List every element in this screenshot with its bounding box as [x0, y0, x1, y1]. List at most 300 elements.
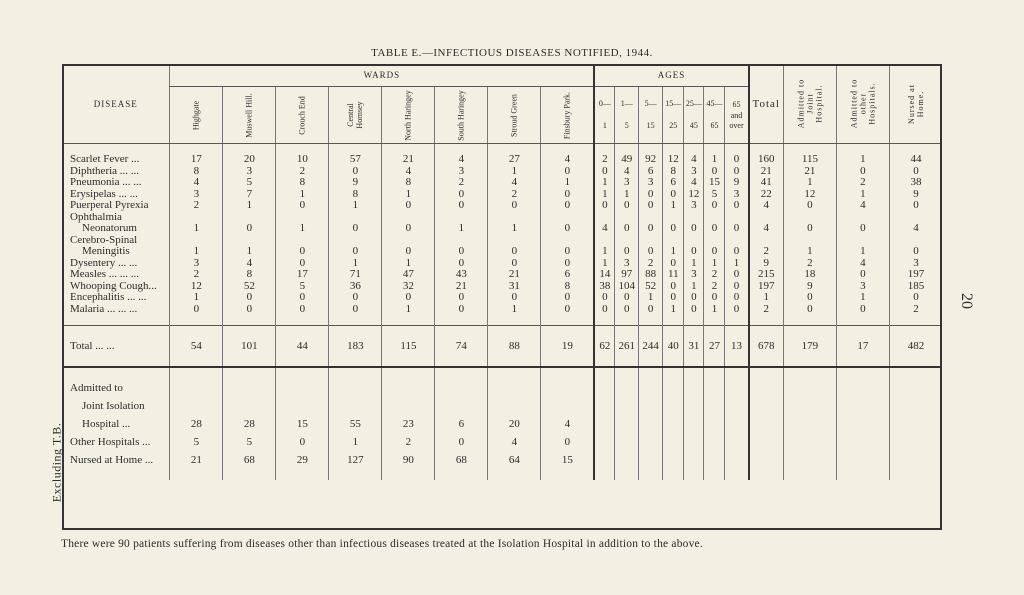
- table-cell: 2: [488, 189, 541, 201]
- table-row: [62, 448, 942, 466]
- table-cell: 0: [594, 166, 615, 178]
- table-cell: 244: [638, 326, 662, 368]
- table-cell: 55: [329, 412, 382, 430]
- table-cell: 18: [783, 269, 836, 281]
- ward-header: Stroud Green: [488, 87, 541, 144]
- table-cell: 0: [382, 200, 435, 212]
- table-cell: 1: [704, 258, 725, 270]
- table-cell: 0: [435, 200, 488, 212]
- table-cell: 4: [541, 412, 595, 430]
- table-cell: 127: [329, 448, 382, 466]
- wards-header: WARDS: [170, 64, 595, 87]
- table-cell: 1: [594, 246, 615, 258]
- table-cell: 1: [382, 304, 435, 316]
- table-cell: 179: [783, 326, 836, 368]
- table-cell: [704, 448, 725, 466]
- table-cell: [725, 412, 749, 430]
- table-row: [62, 154, 942, 166]
- table-cell: 0: [488, 292, 541, 304]
- table-cell: 6: [638, 166, 662, 178]
- table-cell: 0: [276, 292, 329, 304]
- table-cell: 0: [329, 223, 382, 235]
- table-cell: [663, 430, 684, 448]
- table-cell: 0: [783, 304, 836, 316]
- table-cell: 0: [329, 166, 382, 178]
- table-cell: 27: [488, 154, 541, 166]
- table-cell: 0: [783, 292, 836, 304]
- table-cell: 2: [783, 258, 836, 270]
- table-cell: 0: [725, 223, 749, 235]
- table-cell: [684, 412, 704, 430]
- table-cell: 13: [725, 326, 749, 368]
- table-cell: 2: [889, 304, 942, 316]
- table-cell: 74: [435, 326, 488, 368]
- table-cell: 0: [889, 166, 942, 178]
- table-cell: 0: [435, 189, 488, 201]
- table-cell: 0: [783, 223, 836, 235]
- table-cell: 261: [615, 326, 639, 368]
- table-cell: 3: [638, 177, 662, 189]
- disease-name: Pneumonia ... ...: [70, 176, 142, 188]
- table-cell: 0: [725, 154, 749, 166]
- table-cell: 44: [889, 154, 942, 166]
- table-cell: [615, 394, 639, 412]
- footnote: There were 90 patients suffering from diseases other than infectious diseases treated at the Isolation Hospital in addition to the above.: [61, 538, 703, 550]
- table-cell: 5: [170, 430, 223, 448]
- table-cell: 0: [684, 292, 704, 304]
- table-cell: 21: [435, 281, 488, 293]
- table-cell: [488, 394, 541, 412]
- table-cell: 1: [276, 223, 329, 235]
- table-cell: 104: [615, 281, 639, 293]
- table-cell: 2: [435, 177, 488, 189]
- table-cell: 197: [749, 281, 784, 293]
- table-cell: 1: [594, 189, 615, 201]
- table-cell: 1: [276, 189, 329, 201]
- table-cell: 4: [541, 154, 595, 166]
- table-cell: [170, 376, 223, 394]
- table-cell: 31: [684, 326, 704, 368]
- age-header: 1— 5: [615, 87, 639, 144]
- table-cell: 21: [170, 448, 223, 466]
- table-cell: [836, 376, 889, 394]
- table-cell: 4: [488, 430, 541, 448]
- table-cell: 64: [488, 448, 541, 466]
- table-cell: 0: [541, 430, 595, 448]
- table-cell: [594, 448, 615, 466]
- table-cell: [684, 394, 704, 412]
- table-cell: 0: [435, 258, 488, 270]
- table-cell: 3: [435, 166, 488, 178]
- table-cell: 1: [382, 258, 435, 270]
- table-cell: 23: [382, 412, 435, 430]
- table-cell: 0: [541, 304, 595, 316]
- table-cell: 0: [223, 304, 276, 316]
- table-cell: 1: [663, 304, 684, 316]
- table-cell: 0: [704, 200, 725, 212]
- table-cell: 0: [276, 258, 329, 270]
- table-cell: 3: [615, 177, 639, 189]
- table-cell: [615, 430, 639, 448]
- table-cell: [615, 376, 639, 394]
- table-cell: 49: [615, 154, 639, 166]
- table-cell: 0: [663, 223, 684, 235]
- table-cell: 2: [594, 154, 615, 166]
- table-cell: 0: [488, 246, 541, 258]
- table-cell: 0: [329, 304, 382, 316]
- table-cell: 0: [382, 223, 435, 235]
- table-cell: 2: [276, 166, 329, 178]
- ward-header: Crouch End: [276, 87, 329, 144]
- table-cell: 160: [749, 154, 784, 166]
- table-cell: 4: [170, 177, 223, 189]
- table-cell: 1: [594, 258, 615, 270]
- table-cell: 11: [663, 269, 684, 281]
- table-cell: 0: [638, 189, 662, 201]
- ward-header: North Haringey: [382, 87, 435, 144]
- table-cell: 54: [170, 326, 223, 368]
- table-cell: 2: [170, 200, 223, 212]
- table-cell: 4: [223, 258, 276, 270]
- table-cell: 88: [488, 326, 541, 368]
- table-cell: 1: [725, 258, 749, 270]
- table-cell: 0: [836, 166, 889, 178]
- table-cell: [638, 448, 662, 466]
- table-cell: 6: [435, 412, 488, 430]
- table-cell: [663, 394, 684, 412]
- table-cell: 0: [594, 200, 615, 212]
- table-cell: 0: [276, 304, 329, 316]
- side-label: Excluding T.B.: [49, 422, 64, 503]
- table-cell: [836, 448, 889, 466]
- table-cell: 0: [725, 304, 749, 316]
- table-cell: 0: [725, 200, 749, 212]
- admitted-other-header: Admitted to other Hospitals.: [836, 64, 889, 144]
- table-cell: 1: [836, 246, 889, 258]
- table-cell: 0: [382, 292, 435, 304]
- table-cell: 0: [684, 246, 704, 258]
- table-cell: [663, 376, 684, 394]
- table-cell: [223, 376, 276, 394]
- table-cell: 0: [663, 258, 684, 270]
- table-cell: 1: [329, 258, 382, 270]
- table-cell: [783, 430, 836, 448]
- table-cell: [725, 448, 749, 466]
- table-row: [62, 304, 942, 316]
- table-cell: 183: [329, 326, 382, 368]
- table-cell: 2: [704, 269, 725, 281]
- table-cell: 0: [541, 258, 595, 270]
- table-cell: 0: [223, 223, 276, 235]
- table-cell: 1: [541, 177, 595, 189]
- table-cell: 0: [329, 246, 382, 258]
- table-cell: 8: [170, 166, 223, 178]
- table-cell: 1: [170, 292, 223, 304]
- table-cell: [615, 448, 639, 466]
- table-cell: [276, 376, 329, 394]
- table-cell: 0: [541, 292, 595, 304]
- table-cell: 0: [725, 281, 749, 293]
- table-cell: 6: [541, 269, 595, 281]
- table-cell: 0: [725, 292, 749, 304]
- table-row: [62, 292, 942, 304]
- table-cell: 12: [170, 281, 223, 293]
- table-cell: [329, 376, 382, 394]
- age-header: 65 and over: [725, 87, 749, 144]
- table-cell: 0: [541, 200, 595, 212]
- table-cell: 0: [725, 269, 749, 281]
- table-cell: [541, 394, 595, 412]
- table-cell: [783, 394, 836, 412]
- table-cell: 0: [435, 430, 488, 448]
- age-header: 5— 15: [638, 87, 662, 144]
- disease-name: Joint Isolation: [82, 400, 145, 412]
- table-cell: 1: [663, 246, 684, 258]
- table-cell: 3: [836, 281, 889, 293]
- table-cell: 3: [223, 166, 276, 178]
- table-cell: [749, 448, 784, 466]
- table-cell: 17: [836, 326, 889, 368]
- table-cell: 17: [276, 269, 329, 281]
- table-row: [62, 246, 942, 258]
- table-cell: 1: [684, 281, 704, 293]
- table-cell: 5: [223, 430, 276, 448]
- table-cell: [615, 412, 639, 430]
- table-cell: 21: [382, 154, 435, 166]
- table-cell: [594, 394, 615, 412]
- table-cell: 482: [889, 326, 942, 368]
- table-cell: 0: [684, 304, 704, 316]
- table-cell: 9: [329, 177, 382, 189]
- table-cell: 1: [329, 430, 382, 448]
- table-cell: 0: [704, 166, 725, 178]
- table-cell: 68: [223, 448, 276, 466]
- table-cell: 4: [488, 177, 541, 189]
- table-title: TABLE E.—INFECTIOUS DISEASES NOTIFIED, 1944.: [371, 47, 653, 59]
- table-cell: 8: [663, 166, 684, 178]
- table-cell: [889, 376, 942, 394]
- table-cell: 8: [276, 177, 329, 189]
- table-cell: 5: [223, 177, 276, 189]
- table-cell: 0: [488, 258, 541, 270]
- table-cell: 0: [663, 189, 684, 201]
- table-cell: 101: [223, 326, 276, 368]
- table-cell: 1: [749, 292, 784, 304]
- table-cell: 28: [223, 412, 276, 430]
- ward-header: Finsbury Park.: [541, 87, 595, 144]
- table-cell: [638, 394, 662, 412]
- table-cell: 3: [889, 258, 942, 270]
- disease-name: Whooping Cough...: [70, 279, 157, 292]
- table-cell: 0: [889, 200, 942, 212]
- table-row: [62, 269, 942, 281]
- age-header: 25— 45: [684, 87, 704, 144]
- table-cell: 0: [638, 246, 662, 258]
- table-cell: 20: [488, 412, 541, 430]
- disease-name: Other Hospitals ...: [70, 436, 151, 448]
- table-cell: 9: [783, 281, 836, 293]
- disease-name: Encephalitis ... ...: [70, 291, 147, 303]
- table-cell: 0: [615, 200, 639, 212]
- table-cell: [435, 376, 488, 394]
- table-cell: 0: [329, 292, 382, 304]
- table-cell: [725, 430, 749, 448]
- table-row: [62, 326, 942, 368]
- table-cell: 0: [684, 223, 704, 235]
- table-cell: 3: [684, 269, 704, 281]
- table-cell: 0: [704, 223, 725, 235]
- table-cell: [638, 412, 662, 430]
- table-cell: 1: [488, 166, 541, 178]
- disease-name: Meningitis: [82, 245, 130, 257]
- table-cell: 0: [638, 223, 662, 235]
- infectious-diseases-table: [62, 64, 942, 480]
- table-cell: 21: [749, 166, 784, 178]
- table-cell: 197: [889, 269, 942, 281]
- table-cell: [783, 448, 836, 466]
- table-cell: [276, 394, 329, 412]
- table-cell: [889, 394, 942, 412]
- ward-header: South Haringey: [435, 87, 488, 144]
- table-cell: 4: [615, 166, 639, 178]
- table-cell: 0: [638, 200, 662, 212]
- table-cell: [749, 430, 784, 448]
- table-cell: 0: [704, 246, 725, 258]
- table-cell: 0: [663, 281, 684, 293]
- disease-name: Nursed at Home ...: [70, 454, 154, 466]
- table-cell: 3: [725, 189, 749, 201]
- table-cell: 1: [329, 200, 382, 212]
- table-cell: [638, 376, 662, 394]
- table-cell: 0: [276, 200, 329, 212]
- table-cell: 0: [541, 246, 595, 258]
- table-cell: 21: [488, 269, 541, 281]
- table-cell: 4: [382, 166, 435, 178]
- table-cell: 21: [783, 166, 836, 178]
- table-cell: 1: [382, 189, 435, 201]
- table-cell: [889, 448, 942, 466]
- table-cell: [684, 376, 704, 394]
- ages-header: AGES: [594, 64, 748, 87]
- table-cell: [382, 376, 435, 394]
- table-cell: [836, 412, 889, 430]
- total-header: Total: [749, 64, 784, 144]
- table-cell: 1: [488, 223, 541, 235]
- table-cell: [836, 394, 889, 412]
- table-cell: 0: [615, 246, 639, 258]
- table-cell: 0: [725, 246, 749, 258]
- table-cell: 17: [170, 154, 223, 166]
- table-cell: 6: [663, 177, 684, 189]
- table-cell: 1: [704, 304, 725, 316]
- table-cell: [329, 394, 382, 412]
- ward-header: Central Hornsey: [329, 87, 382, 144]
- table-cell: [725, 376, 749, 394]
- table-cell: [684, 448, 704, 466]
- table-cell: 0: [836, 223, 889, 235]
- table-cell: 4: [836, 200, 889, 212]
- table-cell: 3: [170, 189, 223, 201]
- disease-name: Diphtheria ... ...: [70, 164, 140, 177]
- table-cell: 1: [836, 189, 889, 201]
- table-cell: 0: [889, 292, 942, 304]
- table-row: [62, 223, 942, 235]
- table-cell: 0: [638, 304, 662, 316]
- table-cell: 0: [594, 292, 615, 304]
- disease-name: Cerebro-Spinal: [70, 233, 138, 246]
- table-row: [62, 200, 942, 212]
- table-cell: 8: [541, 281, 595, 293]
- table-cell: [684, 430, 704, 448]
- table-cell: 0: [435, 292, 488, 304]
- table-cell: [638, 430, 662, 448]
- table-cell: 5: [704, 189, 725, 201]
- table-cell: 41: [749, 177, 784, 189]
- table-cell: 115: [783, 154, 836, 166]
- table-cell: 1: [170, 246, 223, 258]
- table-cell: 10: [276, 154, 329, 166]
- table-cell: 32: [382, 281, 435, 293]
- table-cell: 0: [541, 166, 595, 178]
- table-cell: 47: [382, 269, 435, 281]
- table-cell: 1: [615, 189, 639, 201]
- table-cell: 38: [594, 281, 615, 293]
- disease-name: Scarlet Fever ...: [70, 153, 140, 165]
- table-cell: 15: [704, 177, 725, 189]
- table-cell: 20: [223, 154, 276, 166]
- admitted-joint-header: Admitted to Joint Hospital.: [783, 64, 836, 144]
- table-cell: [783, 412, 836, 430]
- table-cell: 97: [615, 269, 639, 281]
- nursed-home-header: Nursed at Home.: [889, 64, 942, 144]
- table-cell: [435, 394, 488, 412]
- table-cell: [889, 430, 942, 448]
- table-cell: 44: [276, 326, 329, 368]
- table-cell: [749, 376, 784, 394]
- table-cell: 215: [749, 269, 784, 281]
- table-cell: 0: [276, 246, 329, 258]
- table-cell: 1: [223, 200, 276, 212]
- ward-header: Highgate: [170, 87, 223, 144]
- table-cell: [704, 430, 725, 448]
- table-cell: [594, 376, 615, 394]
- table-cell: 40: [663, 326, 684, 368]
- table-cell: 1: [223, 246, 276, 258]
- table-cell: 7: [223, 189, 276, 201]
- table-cell: 1: [594, 177, 615, 189]
- table-cell: 0: [594, 304, 615, 316]
- table-cell: 2: [836, 177, 889, 189]
- table-cell: 52: [638, 281, 662, 293]
- table-cell: [488, 376, 541, 394]
- table-cell: 2: [749, 246, 784, 258]
- table-cell: 0: [836, 304, 889, 316]
- table-cell: 4: [435, 154, 488, 166]
- table-cell: [889, 412, 942, 430]
- table-cell: 57: [329, 154, 382, 166]
- table-cell: 1: [435, 223, 488, 235]
- table-cell: 9: [725, 177, 749, 189]
- table-cell: 115: [382, 326, 435, 368]
- disease-name: Hospital ...: [82, 418, 131, 430]
- table-cell: 4: [749, 223, 784, 235]
- table-row: [62, 412, 942, 430]
- table-cell: [836, 430, 889, 448]
- table-cell: 1: [488, 304, 541, 316]
- table-cell: 4: [684, 177, 704, 189]
- table-cell: 0: [615, 304, 639, 316]
- table-cell: [594, 430, 615, 448]
